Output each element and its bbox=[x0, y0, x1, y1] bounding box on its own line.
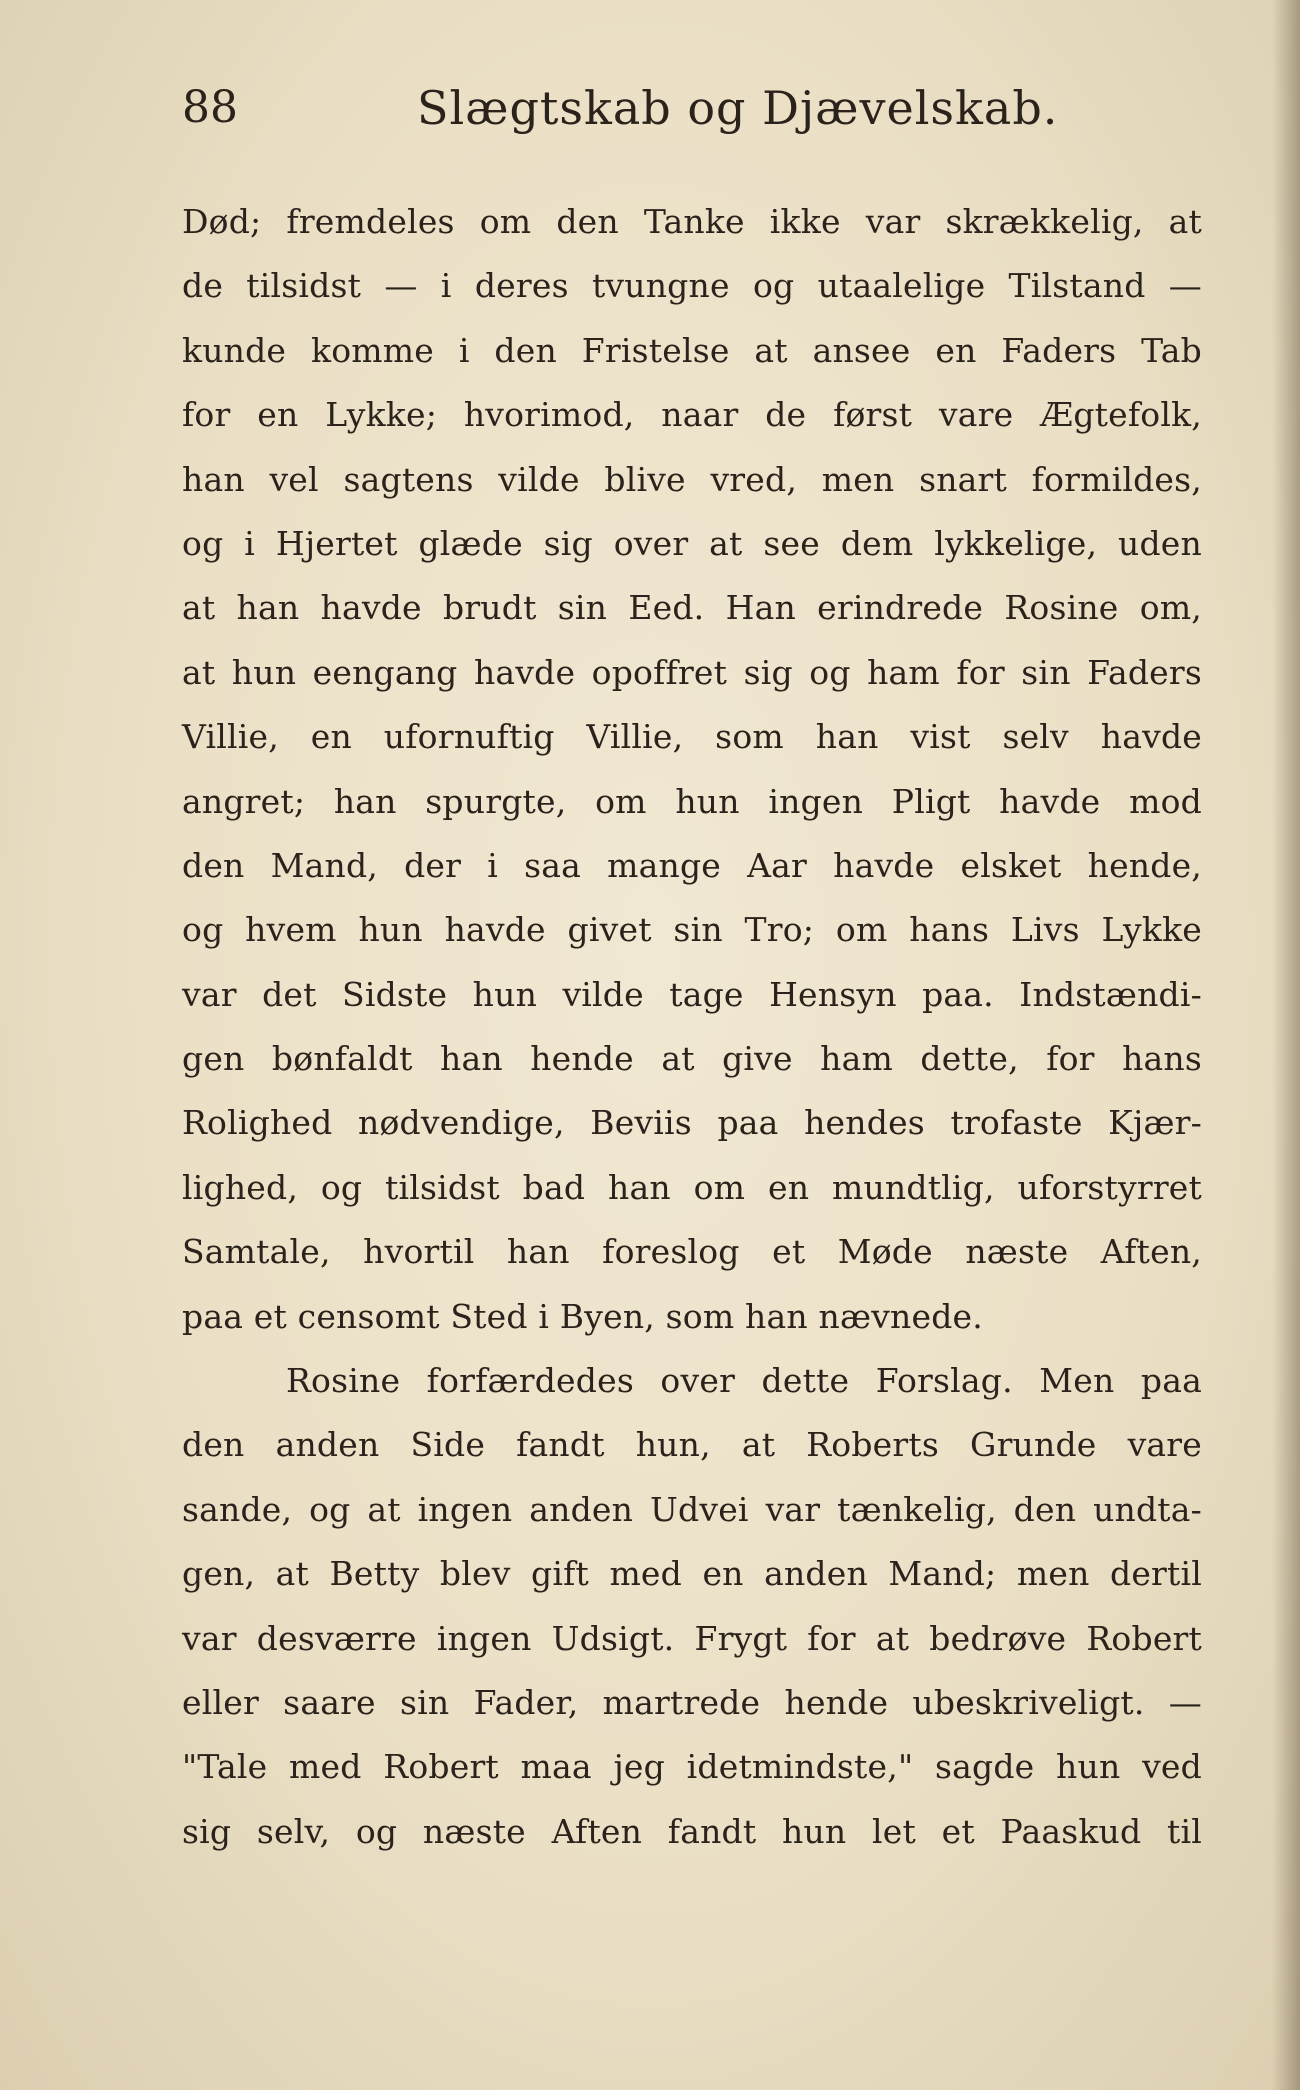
text-line: og i Hjertet glæde sig over at see dem lykkelige, uden bbox=[182, 523, 1202, 563]
text-line: var desværre ingen Udsigt. Frygt for at bedrøve Robert bbox=[182, 1618, 1202, 1658]
text-line: gen, at Betty blev gift med en anden Mand; men dertil bbox=[182, 1554, 1202, 1594]
running-head bbox=[182, 78, 1202, 138]
text-line: kunde komme i den Fristelse at ansee en Faders Tab bbox=[182, 330, 1202, 370]
text-line: angret; han spurgte, om hun ingen Pligt havde mod bbox=[182, 781, 1202, 821]
text-line: gen bønfaldt han hende at give ham dette, for hans bbox=[182, 1039, 1202, 1079]
text-line: var det Sidste hun vilde tage Hensyn paa. Indstændi- bbox=[182, 974, 1202, 1014]
text-line: at han havde brudt sin Eed. Han erindrede Rosine om, bbox=[182, 588, 1202, 628]
text-line: Rolighed nødvendige, Beviis paa hendes trofaste Kjær- bbox=[182, 1103, 1202, 1143]
text-line: den Mand, der i saa mange Aar havde elsket hende, bbox=[182, 845, 1202, 885]
text-line: og hvem hun havde givet sin Tro; om hans Livs Lykke bbox=[182, 910, 1202, 950]
text-line: sande, og at ingen anden Udvei var tænkelig, den undta- bbox=[182, 1489, 1202, 1529]
page-edge-shadow bbox=[1272, 0, 1300, 2090]
text-line: Samtale, hvortil han foreslog et Møde næste Aften, bbox=[182, 1232, 1202, 1272]
text-line: han vel sagtens vilde blive vred, men snart formildes, bbox=[182, 459, 1202, 499]
text-line: Død; fremdeles om den Tanke ikke var skrækkelig, at bbox=[182, 202, 1202, 241]
running-title: Slægtskab og Djævelskab. bbox=[417, 81, 1059, 135]
text-line: Villie, en ufornuftig Villie, som han vist selv havde bbox=[182, 717, 1202, 757]
body-text bbox=[182, 190, 1202, 1864]
text-line: paa et censomt Sted i Byen, som han nævnede. bbox=[182, 1296, 983, 1336]
text-line: sig selv, og næste Aften fandt hun let et Paaskud til bbox=[182, 1811, 1202, 1851]
text-line: at hun eengang havde opoffret sig og ham for sin Faders bbox=[182, 652, 1202, 692]
text-line: lighed, og tilsidst bad han om en mundtlig, uforstyrret bbox=[182, 1167, 1202, 1207]
page-number: 88 bbox=[182, 82, 238, 133]
text-line: for en Lykke; hvorimod, naar de først vare Ægtefolk, bbox=[182, 395, 1202, 435]
text-line: eller saare sin Fader, martrede hende ubeskriveligt. — bbox=[182, 1682, 1202, 1722]
text-line: "Tale med Robert maa jeg idetmindste," sagde hun ved bbox=[182, 1747, 1202, 1787]
text-line: Rosine forfærdedes over dette Forslag. Men paa bbox=[286, 1361, 1202, 1401]
text-line: de tilsidst — i deres tvungne og utaalelige Tilstand — bbox=[182, 266, 1202, 306]
text-line: den anden Side fandt hun, at Roberts Grunde vare bbox=[182, 1425, 1202, 1465]
